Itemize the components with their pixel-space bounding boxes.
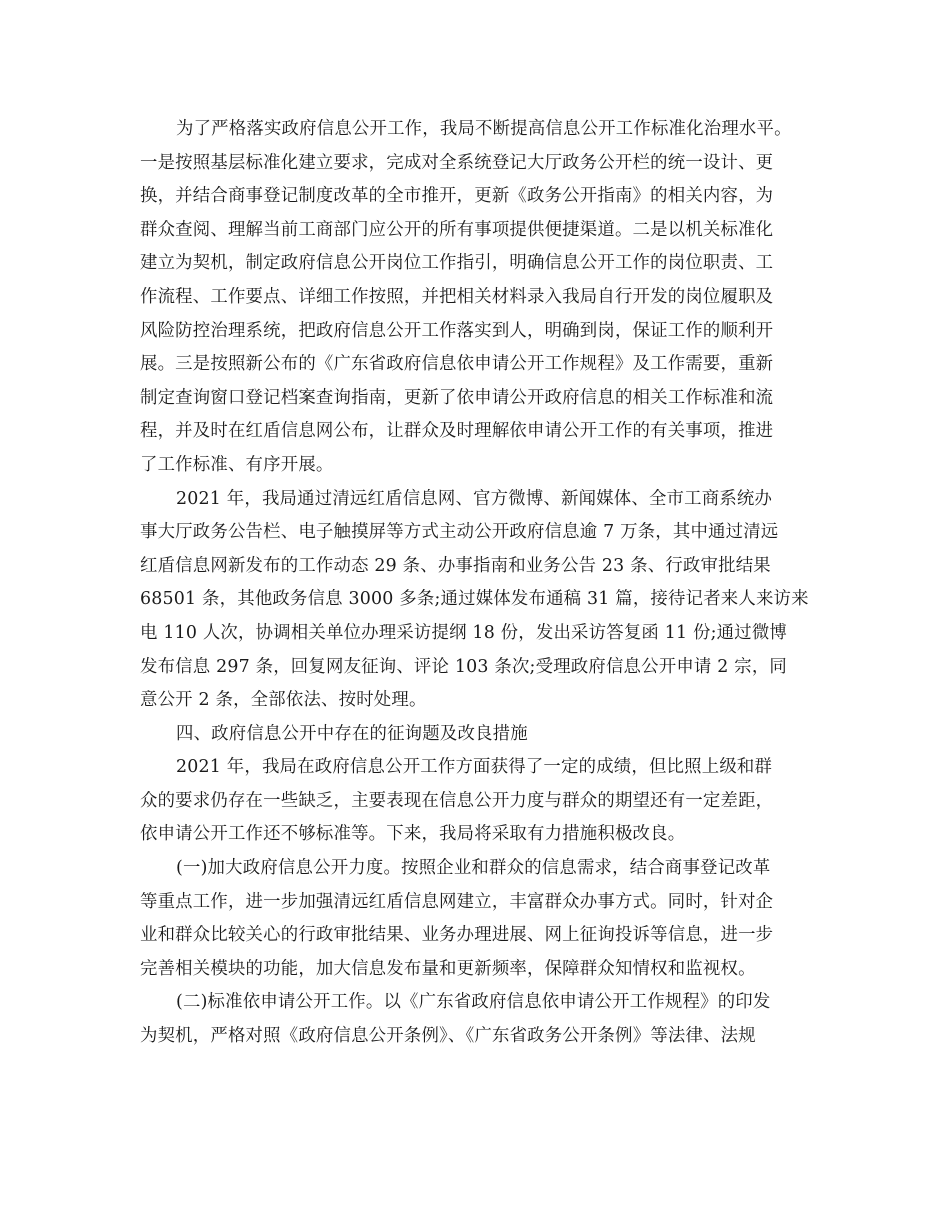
text-line: 业和群众比较关心的行政审批结果、业务办理进展、网上征询投诉等信息，进一步 [140,925,774,946]
text-line: 了工作标准、有序开展。 [140,454,334,475]
text-line: 依申请公开工作还不够标准等。下来，我局将采取有力措施积极改良。 [140,824,686,845]
text-line: 四、政府信息公开中存在的征询题及改良措施 [176,723,528,744]
text-line: 一是按照基层标准化建立要求，完成对全系统登记大厅政务公开栏的统一设计、更 [140,152,774,173]
text-line: (二)标准依申请公开工作。以《广东省政府信息依申请公开工作规程》的印发 [176,992,771,1013]
text-line: 电 110 人次，协调相关单位办理采访提纲 18 份，发出采访答复函 11 份;通过微博 [140,622,788,643]
text-line: 68501 条，其他政务信息 3000 多条;通过媒体发布通稿 31 篇，接待记者来人来访来 [140,589,809,610]
text-line: 事大厅政务公告栏、电子触摸屏等方式主动公开政府信息逾 7 万条，其中通过清远 [140,522,779,543]
text-line: 为了严格落实政府信息公开工作，我局不断提高信息公开工作标准化治理水平。 [176,119,792,139]
text-line: (一)加大政府信息公开力度。按照企业和群众的信息需求，结合商事登记改革 [176,858,771,879]
text-line: 等重点工作，进一步加强清远红盾信息网建立，丰富群众办事方式。同时，针对企 [140,891,774,912]
text-line: 作流程、工作要点、详细工作按照，并把相关材料录入我局自行开发的岗位履职及 [140,286,774,307]
text-line: 为契机，严格对照《政府信息公开条例》、《广东省政务公开条例》等法律、法规 [140,1026,756,1047]
text-line: 展。三是按照新公布的《广东省政府信息依申请公开工作规程》及工作需要，重新 [140,354,774,375]
text-line: 程，并及时在红盾信息网公布，让群众及时理解依申请公开工作的有关事项，推进 [140,421,774,442]
text-line: 风险防控治理系统，把政府信息公开工作落实到人，明确到岗，保证工作的顺利开 [140,320,774,341]
text-line: 换，并结合商事登记制度改革的全市推开，更新《政务公开指南》的相关内容，为 [140,186,774,207]
text-line: 2021 年，我局在政府信息公开工作方面获得了一定的成绩，但比照上级和群 [176,757,773,778]
document-body [140,113,820,1054]
text-line: 制定查询窗口登记档案查询指南，更新了依申请公开政府信息的相关工作标准和流 [140,387,774,408]
text-line: 发布信息 297 条，回复网友征询、评论 103 条次;受理政府信息公开申请 2 宗，同 [140,656,787,677]
text-line: 意公开 2 条，全部依法、按时处理。 [140,690,427,711]
text-line: 2021 年，我局通过清远红盾信息网、官方微博、新闻媒体、全市工商系统办 [176,488,773,509]
text-line: 建立为契机，制定政府信息公开岗位工作指引，明确信息公开工作的岗位职责、工 [140,253,774,274]
text-line: 群众查阅、理解当前工商部门应公开的所有事项提供便捷渠道。二是以机关标准化 [140,219,774,240]
text-line: 红盾信息网新发布的工作动态 29 条、办事指南和业务公告 23 条、行政审批结果 [140,555,771,576]
text-line: 完善相关模块的功能，加大信息发布量和更新频率，保障群众知情权和监视权。 [140,958,756,979]
text-line: 众的要求仍存在一些缺乏，主要表现在信息公开力度与群众的期望还有一定差距， [140,790,774,811]
